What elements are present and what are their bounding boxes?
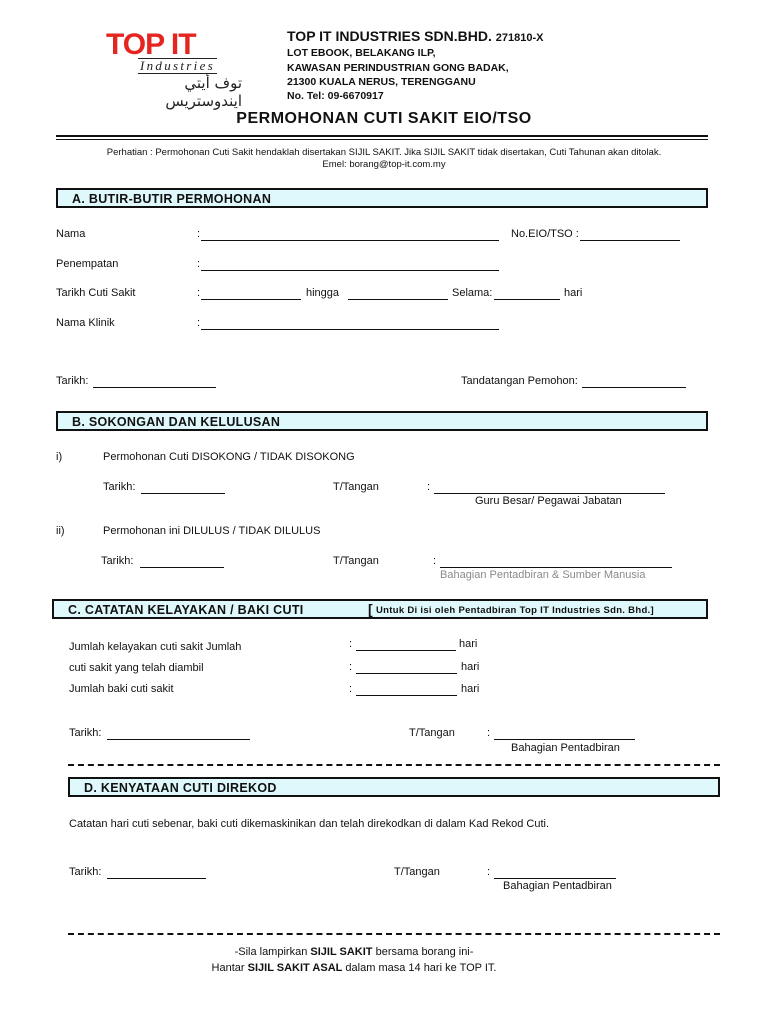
section-b-header — [56, 411, 708, 431]
nama-klinik-colon: : — [197, 317, 201, 329]
penempatan-label: Penempatan — [56, 258, 119, 270]
selama-label: Selama: — [452, 287, 493, 299]
b-item2-text: Permohonan ini DILULUS / TIDAK DILULUS — [103, 525, 321, 537]
no-eio-field[interactable] — [580, 240, 680, 241]
c-row2-colon: : — [349, 661, 353, 673]
company-name-line — [287, 28, 543, 44]
footer-line-2-c: dalam masa 14 hari ke TOP IT. — [342, 962, 497, 974]
c-row3-field[interactable] — [356, 695, 457, 696]
section-a-title: A. BUTIR-BUTIR PERMOHONAN — [72, 192, 272, 206]
penempatan-colon: : — [197, 258, 201, 270]
company-reg-no: 271810-X — [495, 32, 544, 44]
a-tarikh-field[interactable] — [93, 387, 216, 388]
b1-signer: Guru Besar/ Pegawai Jabatan — [475, 495, 622, 507]
b2-tarikh-label: Tarikh: — [101, 555, 134, 567]
no-eio-label: No.EIO/TSO : — [511, 228, 579, 240]
c-row1-field[interactable] — [356, 650, 456, 651]
tarikh-cuti-to-field[interactable] — [348, 299, 448, 300]
footer-line-1 — [0, 946, 708, 958]
section-c-note: Untuk Di isi oleh Pentadbiran Top IT Industries Sdn. Bhd.] — [376, 605, 654, 616]
company-address-1: LOT EBOOK, BELAKANG ILP, — [287, 47, 436, 59]
tarikh-cuti-label: Tarikh Cuti Sakit — [56, 287, 136, 299]
d-ttangan-label: T/Tangan — [394, 866, 440, 878]
c-tarikh-label: Tarikh: — [69, 727, 102, 739]
logo-sub-text: Industries — [140, 58, 215, 73]
b1-colon: : — [427, 481, 431, 493]
section-a-header — [56, 188, 708, 208]
c-tarikh-field[interactable] — [107, 739, 250, 740]
footer-line-2-b: SIJIL SAKIT ASAL — [247, 962, 343, 974]
footer-line-2-a: Hantar — [211, 962, 248, 974]
b2-ttangan-label: T/Tangan — [333, 555, 379, 567]
d-statement: Catatan hari cuti sebenar, baki cuti dikemaskinikan dan telah direkodkan di dalam Kad Rekod Cuti. — [69, 818, 549, 830]
penempatan-field[interactable] — [201, 270, 499, 271]
section-c-note-bracket: [ — [368, 601, 373, 617]
b-item2-number: ii) — [56, 525, 65, 537]
b2-tarikh-field[interactable] — [140, 567, 224, 568]
b2-colon: : — [433, 555, 437, 567]
d-signature-field[interactable] — [494, 878, 616, 879]
title-rule-top — [56, 135, 708, 137]
divider-dashed-2 — [68, 933, 720, 935]
b1-ttangan-label: T/Tangan — [333, 481, 379, 493]
d-signer: Bahagian Pentadbiran — [503, 880, 612, 892]
section-c-header — [52, 599, 708, 619]
nama-klinik-label: Nama Klinik — [56, 317, 115, 329]
d-colon: : — [487, 866, 491, 878]
section-d-header — [68, 777, 720, 797]
c-row2-hari: hari — [461, 661, 480, 673]
c-row3-label: Jumlah baki cuti sakit — [69, 683, 174, 695]
c-row1-hari: hari — [459, 638, 478, 650]
footer-line-1-b: SIJIL SAKIT — [310, 946, 373, 958]
logo-jawi-text: توف أيتي ايندوستريس — [165, 74, 242, 110]
c-signer: Bahagian Pentadbiran — [511, 742, 620, 754]
nama-klinik-field[interactable] — [201, 329, 499, 330]
b1-tarikh-label: Tarikh: — [103, 481, 136, 493]
email-text: Emel: borang@top-it.com.my — [322, 159, 446, 170]
section-c-title: C. CATATAN KELAYAKAN / BAKI CUTI — [68, 603, 304, 617]
company-name: TOP IT INDUSTRIES SDN.BHD. — [287, 28, 492, 44]
nama-field[interactable] — [201, 240, 499, 241]
d-tarikh-field[interactable] — [107, 878, 206, 879]
d-tarikh-label: Tarikh: — [69, 866, 102, 878]
c-row2-label: cuti sakit yang telah diambil — [69, 662, 204, 674]
footer-line-1-a: -Sila lampirkan — [234, 946, 311, 958]
a-tarikh-label: Tarikh: — [56, 375, 89, 387]
footer-line-1-c: bersama borang ini- — [372, 946, 474, 958]
company-address-2: KAWASAN PERINDUSTRIAN GONG BADAK, — [287, 62, 509, 74]
notice-text: Perhatian : Permohonan Cuti Sakit hendaklah disertakan SIJIL SAKIT. Jika SIJIL SAKIT tidak disertakan, Cuti Tahunan akan ditolak. — [106, 147, 662, 158]
company-address-3: 21300 KUALA NERUS, TERENGGANU — [287, 76, 476, 88]
company-logo — [106, 28, 242, 110]
b1-tarikh-field[interactable] — [141, 493, 225, 494]
section-d-title: D. KENYATAAN CUTI DIREKOD — [84, 781, 277, 795]
logo-main-text: TOP IT — [106, 28, 196, 61]
c-row1-label: Jumlah kelayakan cuti sakit Jumlah — [69, 641, 242, 653]
title-rule-bottom — [56, 139, 708, 140]
selama-hari-label: hari — [564, 287, 583, 299]
tarikh-cuti-from-field[interactable] — [201, 299, 301, 300]
tandatangan-label: Tandatangan Pemohon: — [461, 375, 578, 387]
c-row2-field[interactable] — [356, 673, 457, 674]
company-phone: No. Tel: 09-6670917 — [287, 90, 384, 102]
b1-signature-field[interactable] — [434, 493, 665, 494]
c-row1-colon: : — [349, 638, 353, 650]
c-row3-hari: hari — [461, 683, 480, 695]
nama-label: Nama — [56, 228, 86, 240]
divider-dashed-1 — [68, 764, 720, 766]
form-title: PERMOHONAN CUTI SAKIT EIO/TSO — [236, 110, 532, 127]
hingga-label: hingga — [306, 287, 340, 299]
b2-signer: Bahagian Pentadbiran & Sumber Manusia — [440, 569, 646, 581]
b-item1-number: i) — [56, 451, 63, 463]
nama-colon: : — [197, 228, 201, 240]
c-ttangan-label: T/Tangan — [409, 727, 455, 739]
c-colon: : — [487, 727, 491, 739]
footer-line-2 — [0, 962, 708, 974]
c-row3-colon: : — [349, 683, 353, 695]
b2-signature-field[interactable] — [440, 567, 672, 568]
tarikh-cuti-colon: : — [197, 287, 201, 299]
tandatangan-field[interactable] — [582, 387, 686, 388]
selama-field[interactable] — [494, 299, 560, 300]
b-item1-text: Permohonan Cuti DISOKONG / TIDAK DISOKONG — [103, 451, 355, 463]
section-b-title: B. SOKONGAN DAN KELULUSAN — [72, 415, 281, 429]
c-signature-field[interactable] — [494, 739, 635, 740]
